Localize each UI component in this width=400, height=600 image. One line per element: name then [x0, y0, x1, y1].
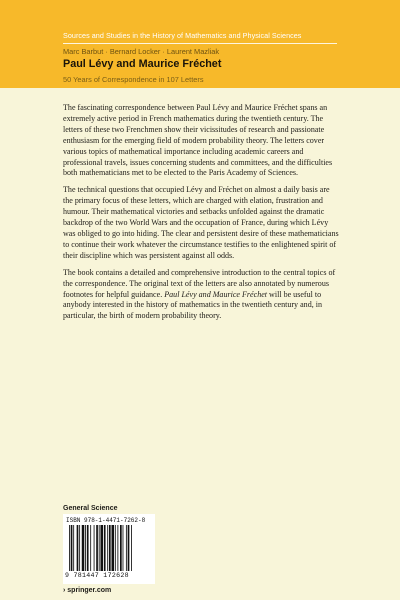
barcode-bar [73, 525, 74, 571]
blurb-p3-start: The book contains a detailed and comprehensive introduction to the central topics of the correspondence. The original text of the letters are also annotated by numerous footnotes for helpful guidance. [63, 267, 336, 299]
barcode-bar [100, 525, 103, 571]
barcode-bar [69, 525, 70, 571]
series-title: Sources and Studies in the History of Mathematics and Physical Sciences [63, 31, 302, 40]
blurb-paragraph-2: The technical questions that occupied Lévy and Fréchet on almost a daily basis are the primary focus of these letters, which are charged with elation, frustration and humour. Their mathematical victories and setbacks unfolded against the dramatic backdrop of the two World Wars and the occupation of France, during which Lévy was obliged to go into hiding. The clear and persistent desire of these mathematicians to continue their work whatever the circumstance testifies to the enlightened spirit of their discipline which was persistent against all odds. [63, 185, 339, 260]
barcode-bars [69, 525, 151, 571]
barcode-bar [117, 525, 118, 571]
barcode-bar [120, 525, 122, 571]
blurb-paragraph-3 [63, 268, 339, 323]
barcode-bar [96, 525, 98, 571]
barcode-bar [82, 525, 85, 571]
blurb [63, 103, 339, 328]
book-subtitle: 50 Years of Correspondence in 107 Letters [63, 75, 204, 84]
barcode-bar [126, 525, 127, 571]
barcode-bar [79, 525, 80, 571]
barcode-bar [99, 525, 100, 571]
blurb-paragraph-1: The fascinating correspondence between Paul Lévy and Maurice Fréchet spans an extremely active period in French mathematics during the twentieth century. The letters of these two Frenchmen show their vicissitudes of research and passionate enthusiasm for the emerging field of modern probability theory. The letters cover various topics of mathematical importance including academic careers and professional travels, issues concerning students and committees, and the difficulties both mathematicians met to be elected to the Paris Academy of Sciences. [63, 103, 333, 178]
book-title: Paul Lévy and Maurice Fréchet [63, 58, 222, 70]
blurb-p3-book-title: Paul Lévy and Maurice Fréchet [164, 289, 268, 299]
header-divider [63, 43, 337, 44]
barcode-number: 9 781447 172628 [65, 572, 129, 579]
barcode-bar [131, 525, 132, 571]
isbn-text: ISBN 978-1-4471-7262-8 [66, 517, 146, 524]
barcode-bar [77, 525, 79, 571]
barcode-bar [87, 525, 89, 571]
barcode-bar [71, 525, 73, 571]
category-label: General Science [63, 505, 118, 512]
barcode-bar [128, 525, 130, 571]
barcode-bar [94, 525, 95, 571]
barcode-bar [90, 525, 91, 571]
barcode-bar [123, 525, 124, 571]
authors: Marc Barbut · Bernard Locker · Laurent Mazliak [63, 47, 220, 56]
barcode [63, 514, 155, 584]
barcode-bar [107, 525, 108, 571]
barcode-bar [104, 525, 106, 571]
barcode-bar [112, 525, 115, 571]
barcode-bar [109, 525, 111, 571]
barcode-bar [115, 525, 116, 571]
barcode-bar [85, 525, 86, 571]
blurb-p3-end: will be useful to anybody interested in the history of mathematics in the twentieth century and, in particular, the birth of modern probability theory. [63, 289, 322, 321]
publisher-link[interactable]: › springer.com [63, 587, 112, 594]
